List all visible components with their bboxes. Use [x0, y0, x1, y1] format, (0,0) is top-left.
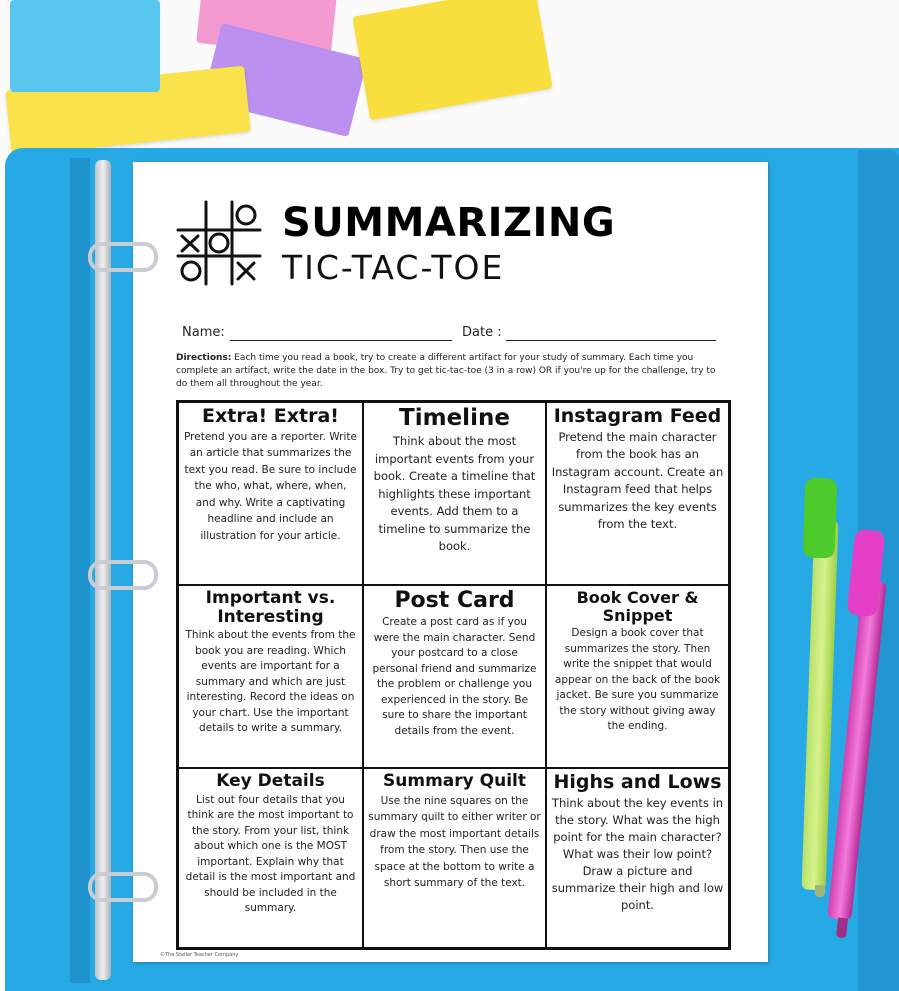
yellow-sticky-note-right [352, 0, 552, 120]
cell-text: Think about the events from the book you are reading. Which events are important for a summary and which are just interesting. Record the ideas on your chart. Use the important details to write a summary. [185, 629, 356, 735]
directions-body: Each time you read a book, try to create a different artifact for your study of summary. Each time you complete an artifact, write the date in the box. Try to get tic-tac-toe (3 in a row) OR if you're up for the challenge, try to do them all throughout the year. [176, 353, 716, 389]
copyright-text: ©The Stellar Teacher Company [160, 952, 239, 958]
cell-title: Timeline [399, 405, 510, 431]
name-label: Name: [182, 325, 225, 340]
grid-cell [178, 768, 363, 948]
cell-title: Book Cover & Snippet [576, 588, 699, 625]
grid-cell [546, 402, 729, 585]
grid-cell [363, 402, 546, 585]
grid-cell [363, 768, 546, 948]
cell-title: Extra! Extra! [202, 405, 339, 427]
directions-label: Directions: [176, 353, 232, 363]
binder-ring-middle [88, 560, 158, 590]
cell-text: Think about the most important events from your book. Create a timeline that highlights these important events. Add them to a timeline to summarize the book. [373, 434, 536, 554]
cell-text: Design a book cover that summarizes the story. Then write the snippet that would appear on the back of the book jacket. Be sure you summarize the story without giving away the ending. [554, 627, 721, 733]
cell-title: Highs and Lows [553, 771, 722, 793]
grid-cell [178, 402, 363, 585]
cell-text: Create a post card as if you were the main character. Send your postcard to a close personal friend and summarize the problem or challenge you experienced in the story. Be sure to share the important details from the event. [372, 616, 537, 737]
cell-title: Important vs. Interesting [205, 588, 336, 627]
cell-title: Summary Quilt [383, 771, 526, 791]
tic-tac-toe-grid [176, 400, 731, 950]
cyan-sticky-note [10, 0, 160, 92]
grid-cell [178, 585, 363, 768]
tic-tac-toe-icon [176, 200, 262, 286]
binder-spine [70, 158, 90, 983]
worksheet-subtitle: TIC-TAC-TOE [282, 248, 505, 287]
cell-title: Key Details [216, 771, 325, 791]
cell-text: List out four details that you think are the most important to the story. From your list, think about which one is the MOST important. Explain why that detail is the most important and should be included in the summary. [185, 793, 356, 915]
cell-title: Instagram Feed [553, 405, 722, 427]
cell-text: Pretend the main character from the book has an Instagram account. Create an Instagram feed that helps summarizes the key events from the text. [551, 429, 724, 532]
name-blank-line [230, 340, 452, 341]
worksheet-title: SUMMARIZING [282, 200, 616, 246]
cell-title: Post Card [394, 588, 515, 613]
directions-text [176, 352, 724, 391]
cell-text: Use the nine squares on the summary quilt to either writer or draw the most important details from the story. Then use the space at the bottom to write a short summary of the text. [368, 794, 541, 890]
date-label: Date : [462, 325, 502, 340]
cell-text: Pretend you are a reporter. Write an article that summarizes the text you read. Be sure to include the who, what, where, when, and why. Write a captivating headline and include an illustration for your article. [184, 430, 357, 542]
grid-cell [363, 585, 546, 768]
green-pen-tip [815, 885, 825, 897]
cell-text: Think about the key events in the story. What was the high point for the main character? What was their low point? Draw a picture and summarize their high and low point. [551, 795, 724, 912]
binder-ring-top [88, 242, 158, 272]
green-pen-clip [803, 477, 838, 558]
grid-cell [546, 585, 729, 768]
grid-cell [546, 768, 729, 948]
binder-ring-bottom [88, 872, 158, 902]
date-blank-line [506, 340, 716, 341]
